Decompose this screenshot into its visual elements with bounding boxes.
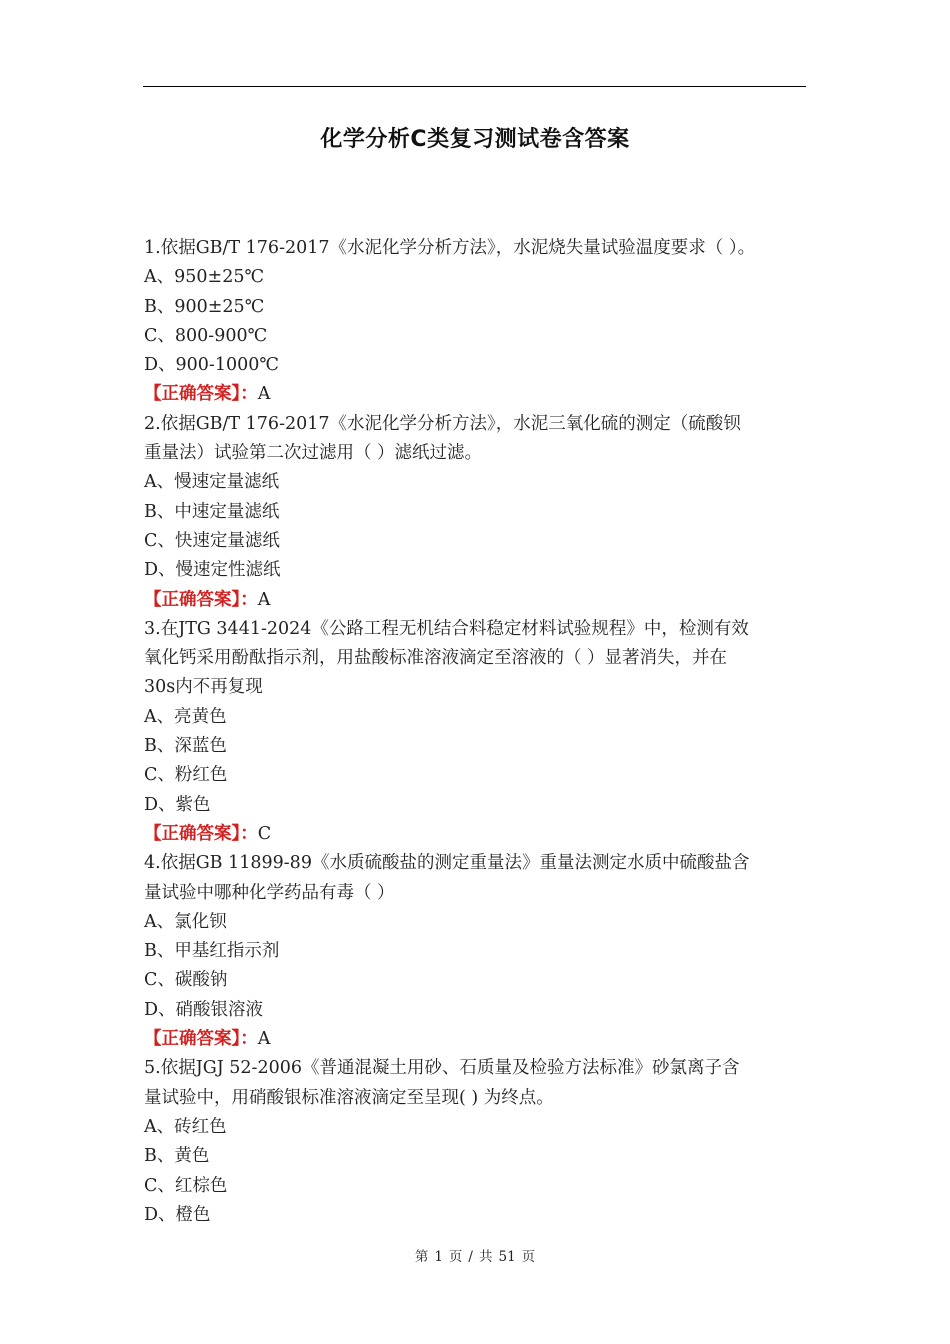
question-3-text-line-2: 氧化钙采用酚酞指示剂，用盐酸标准溶液滴定至溶液的（ ）显著消失，并在: [144, 648, 728, 669]
question-1-text-line-1: 1.依据GB/T 176-2017《水泥化学分析方法》，水泥烧失量试验温度要求（ ）。: [144, 238, 756, 258]
question-3-option-a: A、亮黄色: [144, 706, 227, 727]
answer-label: 【正确答案】：: [144, 1029, 258, 1050]
footer-total-prefix: 共: [478, 1249, 493, 1265]
question-1-answer: [144, 380, 814, 409]
footer-page-unit: 页: [448, 1249, 463, 1265]
footer-total-unit: 页: [521, 1249, 536, 1265]
question-4-option-a: A、氯化钡: [144, 911, 227, 932]
question-3: [144, 615, 814, 849]
question-3-option-c: C、粉红色: [144, 765, 228, 786]
question-1: [144, 234, 814, 410]
question-2-option-d: D、慢速定性滤纸: [144, 560, 281, 581]
footer-total-pages: 51: [498, 1249, 516, 1265]
question-2-option-c: C、快速定量滤纸: [144, 530, 280, 551]
question-5-option-d: D、橙色: [144, 1204, 211, 1225]
question-5-text-line-1: 5.依据JGJ 52-2006《普通混凝土用砂、石质量及检验方法标准》砂氯离子含: [144, 1058, 740, 1079]
question-5-text-line-2: 量试验中，用硝酸银标准溶液滴定至呈现( ) 为终点。: [144, 1087, 554, 1108]
question-3-text-line-1: 3.在JTG 3441-2024《公路工程无机结合料稳定材料试验规程》中，检测有效: [144, 618, 749, 639]
footer-page-prefix: 第: [414, 1249, 429, 1265]
question-1-option-d: D、900-1000℃: [144, 355, 279, 376]
footer-page-number: 1: [434, 1249, 443, 1265]
question-4-option-d: D、硝酸银溶液: [144, 999, 264, 1020]
question-5-option-c: C、红棕色: [144, 1175, 228, 1196]
question-3-answer: [144, 820, 814, 849]
question-3-answer-value: C: [257, 823, 272, 844]
answer-label: 【正确答案】：: [144, 823, 258, 844]
question-2-answer-value: A: [257, 589, 271, 610]
question-2-text-line-2: 重量法）试验第二次过滤用（ ）滤纸过滤。: [144, 443, 483, 464]
question-1-option-b: B、900±25℃: [144, 296, 265, 317]
question-4-answer: [144, 1025, 814, 1054]
question-5-option-a: A、砖红色: [144, 1116, 227, 1137]
question-4-text-line-1: 4.依据GB 11899-89《水质硫酸盐的测定重量法》重量法测定水质中硫酸盐含: [144, 853, 750, 874]
question-2-text-line-1: 2.依据GB/T 176-2017《水泥化学分析方法》，水泥三氧化硫的测定（硫酸钡: [144, 413, 741, 434]
question-2-answer: [144, 586, 814, 615]
header-rule: [143, 86, 806, 87]
question-4-option-b: B、甲基红指示剂: [144, 941, 280, 962]
footer-separator: /: [468, 1249, 473, 1265]
question-5: [144, 1054, 814, 1230]
question-list: [144, 234, 814, 1230]
page-title: 化学分析C类复习测试卷含答案: [320, 127, 630, 152]
question-3-text-line-3: 30s内不再复现: [144, 677, 263, 698]
question-3-option-b: B、深蓝色: [144, 736, 227, 757]
answer-label: 【正确答案】：: [144, 589, 258, 610]
question-2: [144, 410, 814, 615]
question-3-option-d: D、紫色: [144, 794, 211, 815]
question-1-option-c: C、800-900℃: [144, 325, 268, 346]
question-4-option-c: C、碳酸钠: [144, 970, 228, 991]
question-1-answer-value: A: [257, 384, 271, 405]
question-2-option-b: B、中速定量滤纸: [144, 501, 280, 522]
question-4: [144, 849, 814, 1054]
question-4-text-line-2: 量试验中哪种化学药品有毒（ ）: [144, 882, 395, 903]
question-5-option-b: B、黄色: [144, 1146, 210, 1167]
question-1-option-a: A、950±25℃: [144, 267, 265, 288]
answer-label: 【正确答案】：: [144, 384, 258, 405]
page-footer: [0, 1245, 950, 1265]
question-4-answer-value: A: [257, 1029, 271, 1050]
question-2-option-a: A、慢速定量滤纸: [144, 472, 280, 493]
